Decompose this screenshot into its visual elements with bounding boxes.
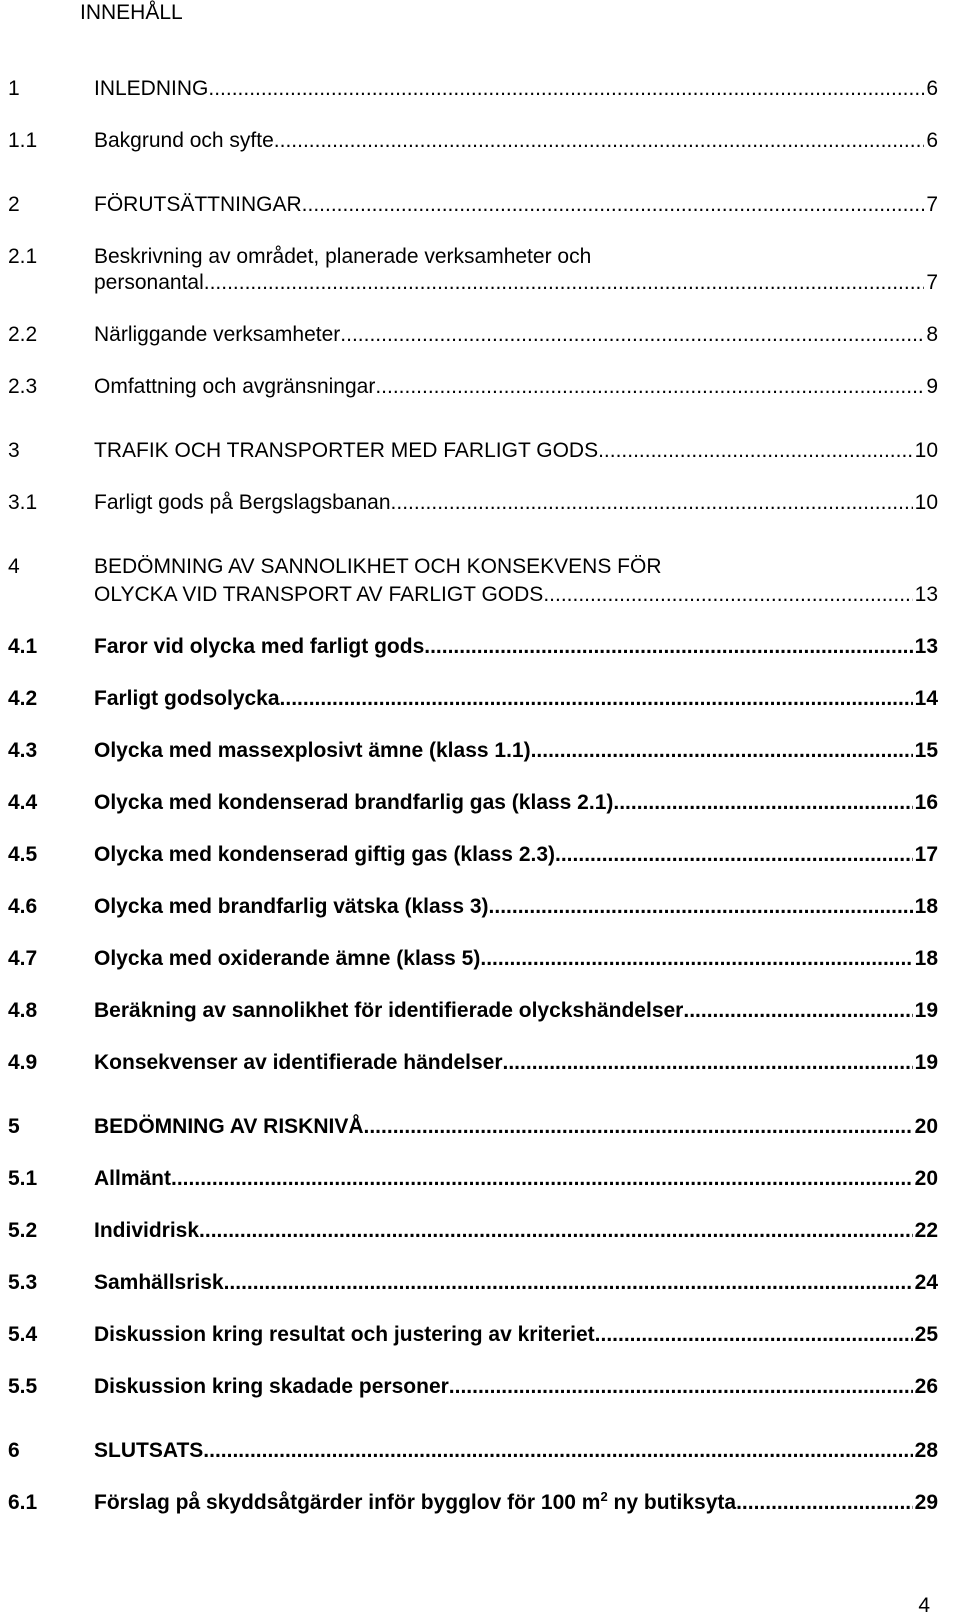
toc-entry-page: 25 [914,1323,938,1346]
toc-entry-2-1[interactable] [0,244,938,270]
toc-entry-4-2[interactable] [0,686,938,712]
toc-entry-4-8[interactable] [0,998,938,1024]
toc-entry-page: 8 [926,323,938,346]
toc-entry-number: 4.9 [8,1051,38,1074]
toc-entry-title: Närliggande verksamheter [94,323,341,346]
toc-entry-title: Samhällsrisk [94,1271,224,1294]
toc-entry-page: 13 [914,583,938,606]
toc-entry-6-1[interactable] [0,1490,938,1516]
toc-entry-number: 4.6 [8,895,38,918]
toc-leader-dots [598,438,913,464]
toc-entry-5-1[interactable] [0,1166,938,1192]
toc-entry-title: TRAFIK OCH TRANSPORTER MED FARLIGT GODS [94,439,599,462]
toc-entry-page: 7 [926,271,938,294]
toc-entry-title-text-after: ny butiksyta [607,1491,737,1514]
toc-entry-number: 4.7 [8,947,38,970]
toc-entry-title: Allmänt [94,1167,172,1190]
toc-entry-title: Bakgrund och syfte [94,129,274,152]
toc-entry-2-3[interactable] [0,374,938,400]
toc-entry-4-5[interactable] [0,842,938,868]
toc-entry-title: Farligt gods på Bergslagsbanan [94,491,391,514]
toc-leader-dots [391,490,913,516]
toc-entry-6[interactable] [0,1438,938,1464]
toc-entry-number: 5.4 [8,1323,38,1346]
toc-entry-title: Diskussion kring skadade personer [94,1375,449,1398]
toc-entry-page: 24 [914,1271,938,1294]
toc-entry-title: Diskussion kring resultat och justering av kriteriet [94,1323,595,1346]
toc-entry-number: 6 [8,1439,20,1462]
toc-entry-title: Faror vid olycka med farligt gods [94,635,425,658]
toc-entry-title: OLYCKA VID TRANSPORT AV FARLIGT GODS [94,583,544,606]
toc-entry-1-1[interactable] [0,128,938,154]
toc-entry-page: 10 [914,439,938,462]
toc-entry-page: 20 [914,1115,938,1138]
toc-entry-page: 19 [914,1051,938,1074]
toc-entry-4-7[interactable] [0,946,938,972]
toc-leader-dots [555,842,913,868]
toc-entry-4-9[interactable] [0,1050,938,1076]
toc-entry-number: 1.1 [8,129,38,152]
toc-entry-title-line1: Beskrivning av området, planerade verksamheter och [94,245,592,268]
toc-leader-dots [274,128,925,154]
toc-leader-dots [480,946,912,972]
toc-entry-title [94,1490,736,1516]
toc-entry-title: INLEDNING [94,77,209,100]
toc-entry-page: 6 [926,129,938,152]
toc-entry-number: 5.2 [8,1219,38,1242]
toc-leader-dots [224,1270,913,1296]
toc-entry-5-3[interactable] [0,1270,938,1296]
toc-entry-number: 1 [8,77,20,100]
toc-entry-5-5[interactable] [0,1374,938,1400]
toc-entry-4-continued[interactable] [0,582,938,608]
toc-entry-5-4[interactable] [0,1322,938,1348]
toc-entry-page: 29 [914,1491,938,1514]
toc-entry-number: 4.4 [8,791,38,814]
toc-entry-number: 4.8 [8,999,38,1022]
superscript: 2 [600,1489,608,1504]
toc-entry-title: Beräkning av sannolikhet för identifierade olyckshändelser [94,999,684,1022]
toc-leader-dots [340,322,924,348]
toc-entry-number: 4.1 [8,635,38,658]
toc-leader-dots [449,1374,913,1400]
toc-entry-title: SLUTSATS [94,1439,204,1462]
toc-entry-page: 16 [914,791,938,814]
toc-entry-page: 15 [914,739,938,762]
toc-entry-title: FÖRUTSÄTTNINGAR [94,193,302,216]
toc-entry-title: Olycka med oxiderande ämne (klass 5) [94,947,481,970]
toc-entry-page: 26 [914,1375,938,1398]
toc-entry-4-1[interactable] [0,634,938,660]
toc-leader-dots [489,894,913,920]
toc-leader-dots [199,1218,913,1244]
toc-entry-number: 3.1 [8,491,38,514]
toc-leader-dots [683,998,912,1024]
toc-entry-page: 14 [914,687,938,710]
toc-leader-dots [613,790,912,816]
toc-leader-dots [171,1166,913,1192]
toc-entry-title: Olycka med kondenserad brandfarlig gas (klass 2.1) [94,791,614,814]
toc-entry-1[interactable] [0,76,938,102]
toc-leader-dots [543,582,912,608]
toc-entry-number: 5.3 [8,1271,38,1294]
toc-entry-2-1-continued[interactable] [0,270,938,296]
toc-entry-page: 18 [914,947,938,970]
toc-entry-title: Individrisk [94,1219,200,1242]
toc-leader-dots [203,1438,912,1464]
toc-leader-dots [364,1114,913,1140]
toc-entry-4[interactable] [0,554,938,580]
toc-leader-dots [424,634,912,660]
toc-entry-page: 10 [914,491,938,514]
toc-entry-page: 6 [926,77,938,100]
toc-entry-number: 2 [8,193,20,216]
toc-entry-page: 9 [926,375,938,398]
page-number: 4 [918,1594,930,1617]
toc-entry-number: 4.2 [8,687,38,710]
toc-entry-title-text: Förslag på skyddsåtgärder inför bygglov för 100 m [94,1491,601,1514]
toc-entry-number: 4.5 [8,843,38,866]
toc-entry-number: 2.2 [8,323,38,346]
toc-entry-title: Olycka med kondenserad giftig gas (klass 2.3) [94,843,556,866]
toc-entry-4-6[interactable] [0,894,938,920]
toc-entry-2[interactable] [0,192,938,218]
toc-entry-page: 7 [926,193,938,216]
toc-entry-page: 19 [914,999,938,1022]
toc-entry-number: 6.1 [8,1491,38,1514]
toc-entry-page: 18 [914,895,938,918]
toc-entry-5[interactable] [0,1114,938,1140]
toc-entry-number: 2.1 [8,245,38,268]
toc-entry-number: 4.3 [8,739,38,762]
toc-leader-dots [736,1490,913,1516]
toc-entry-5-2[interactable] [0,1218,938,1244]
toc-leader-dots [208,76,924,102]
toc-entry-title: Olycka med brandfarlig vätska (klass 3) [94,895,489,918]
toc-entry-page: 22 [914,1219,938,1242]
toc-entry-number: 5.5 [8,1375,38,1398]
toc-entry-2-2[interactable] [0,322,938,348]
toc-leader-dots [280,686,913,712]
toc-entry-page: 17 [914,843,938,866]
toc-entry-title: Konsekvenser av identifierade händelser [94,1051,503,1074]
toc-entry-title: Farligt godsolycka [94,687,280,710]
toc-leader-dots [375,374,924,400]
toc-entry-4-4[interactable] [0,790,938,816]
toc-entry-3[interactable] [0,438,938,464]
toc-entry-number: 2.3 [8,375,38,398]
toc-leader-dots [503,1050,913,1076]
toc-entry-4-3[interactable] [0,738,938,764]
toc-entry-number: 4 [8,555,20,578]
toc-entry-title: Omfattning och avgränsningar [94,375,376,398]
toc-entry-page: 28 [914,1439,938,1462]
toc-entry-title-line1: BEDÖMNING AV SANNOLIKHET OCH KONSEKVENS FÖR [94,555,662,578]
toc-entry-title: BEDÖMNING AV RISKNIVÅ [94,1115,364,1138]
toc-entry-number: 3 [8,439,20,462]
toc-leader-dots [204,270,925,296]
toc-entry-page: 13 [914,635,938,658]
toc-entry-title: Olycka med massexplosivt ämne (klass 1.1) [94,739,531,762]
toc-leader-dots [302,192,925,218]
toc-leader-dots [531,738,913,764]
toc-leader-dots [595,1322,913,1348]
toc-entry-page: 20 [914,1167,938,1190]
toc-entry-3-1[interactable] [0,490,938,516]
toc-entry-title: personantal [94,271,204,294]
toc-entry-number: 5.1 [8,1167,38,1190]
toc-heading: INNEHÅLL [80,1,183,24]
toc-entry-number: 5 [8,1115,20,1138]
